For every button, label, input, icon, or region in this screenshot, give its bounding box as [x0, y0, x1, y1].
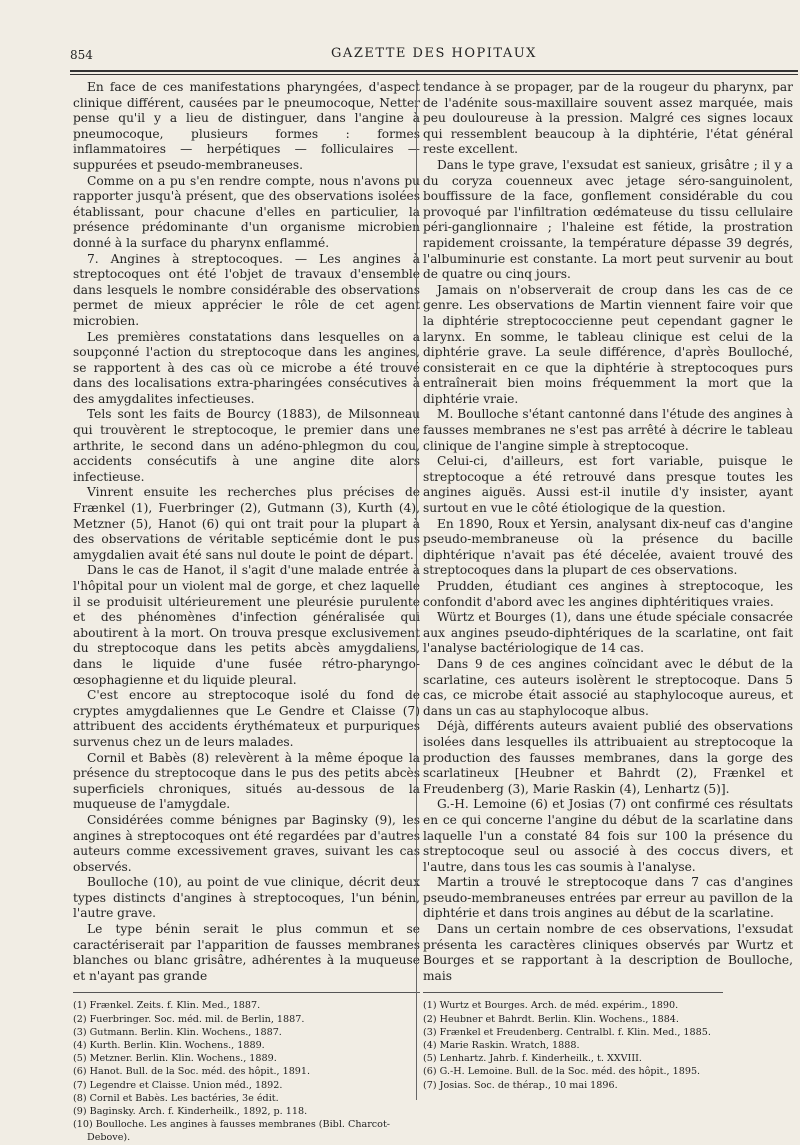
paragraph: M. Boulloche s'étant cantonné dans l'étude des angines à fausses membranes ne s'est pas arrêté à décrire le tableau clinique de l'angine simple à streptocoque.	[423, 407, 793, 453]
footnote: (7) Josias. Soc. de thérap., 10 mai 1896.	[423, 1079, 618, 1091]
paragraph: Cornil et Babès (8) relevèrent à la même époque la présence du streptocoque dans le pus des petits abcès superficiels chroniques, situés au-dessous de la muqueuse de l'amygdale.	[73, 750, 420, 812]
page-number: 854	[70, 48, 93, 62]
paragraph: Prudden, étudiant ces angines à streptocoque, les confondit d'abord avec les angines diphtéritiques vraies.	[423, 579, 793, 609]
footnote: (2) Fuerbringer. Soc. méd. mil. de Berlin, 1887.	[73, 1013, 305, 1025]
paragraph: Martin a trouvé le streptocoque dans 7 cas d'angines pseudo-membraneuses entrées par erreur au pavillon de la diphtérie et dans trois angines au début de la scarlatine.	[423, 875, 793, 921]
footnotes-rule	[73, 992, 420, 993]
paragraph: En face de ces manifestations pharyngées, d'aspect clinique différent, causées par le pneumocoque, Netter pense qu'il y a lieu de distinguer, dans l'angine à pneumocoque, plusieurs formes : formes inflammatoires — herpétiques — folliculaires — suppurées et pseudo-membraneuses.	[73, 80, 420, 172]
paragraph: tendance à se propager, par de la rougeur du pharynx, par de l'adénite sous-maxillaire souvent assez marquée, mais peu douloureuse à la pression. Malgré ces signes locaux qui ressemblent beaucoup à la diphtérie, l'état général reste excellent.	[423, 80, 793, 157]
footnote: (4) Marie Raskin. Wratch, 1888.	[423, 1040, 580, 1052]
paragraph: 7. Angines à streptocoques. — Les angines à streptocoques ont été l'objet de travaux d'ensemble dans lesquels le nombre considérable des observations permet de mieux apprécier le rôle de cet agent microbien.	[73, 251, 420, 328]
header-rule-thin	[70, 74, 798, 75]
footnote: (7) Legendre et Claisse. Union méd., 1892.	[73, 1079, 283, 1091]
paragraph: Le type bénin serait le plus commun et se caractériserait par l'apparition de fausses membranes blanches ou blanc grisâtre, adhérentes à la muqueuse et n'ayant pas grande	[73, 922, 420, 983]
paragraph: Comme on a pu s'en rendre compte, nous n'avons pu rapporter jusqu'à présent, que des observations isolées établissant, pour chacune d'elles en particulier, la présence prédominante d'un organisme microbien donné à la surface du pharynx enflammé.	[73, 173, 420, 250]
footnote: (5) Metzner. Berlin. Klin. Wochens., 1889.	[73, 1053, 277, 1065]
paragraph: Déjà, différents auteurs avaient publié des observations isolées dans lesquelles ils attribuaient au streptocoque la production des fausses membranes, dans la gorge des scarlatineux [Heubner et Bahrdt (2), Frænkel et Freudenberg (3), Marie Raskin (4), Lenhartz (5)].	[423, 719, 793, 796]
paragraph: Vinrent ensuite les recherches plus précises de Frænkel (1), Fuerbringer (2), Gutmann (3), Kurth (4), Metzner (5), Hanot (6) qui ont trait pour la plupart à des observations de véritable septicémie dont le pus amygdalien avait été sans nul doute le point de départ.	[73, 485, 420, 562]
paragraph: Dans le cas de Hanot, il s'agit d'une malade entrée à l'hôpital pour un violent mal de gorge, et chez laquelle il se produisit ultérieurement une pleurésie purulente et des phénomènes d'infection généralisée qui aboutirent à la mort. On trouva presque exclusivement du streptocoque dans les petits abcès amygdaliens, dans le liquide d'une fusée rétro-pharyngo-œsophagienne et du liquide pleural.	[73, 563, 420, 687]
left-footnotes	[73, 999, 420, 1144]
footnote: (3) Frænkel et Freudenberg. Centralbl. f. Klin. Med., 1885.	[423, 1026, 711, 1038]
footnote: (6) G.-H. Lemoine. Bull. de la Soc. méd. des hôpit., 1895.	[423, 1066, 701, 1078]
right-column	[423, 80, 793, 1092]
paragraph: Dans le type grave, l'exsudat est sanieux, grisâtre ; il y a du coryza couenneux avec jetage séro-sanguinolent, bouffissure de la face, gonflement considérable du cou provoqué par l'infiltration œdémateuse du tissu cellulaire péri-ganglionnaire ; l'haleine est fétide, la prostration rapidement croissante, la température dépasse 39 degrés, l'albuminurie est constante. La mort peut survenir au bout de quatre ou cinq jours.	[423, 157, 793, 282]
paragraph: Dans un certain nombre de ces observations, l'exsudat présenta les caractères cliniques observés par Wurtz et Bourges et se rapportant à la description de Boulloche, mais	[423, 922, 793, 983]
footnotes-rule	[423, 992, 723, 993]
left-body	[73, 80, 420, 984]
footnote: (5) Lenhartz. Jahrb. f. Kinderheilk., t. XXVIII.	[423, 1053, 642, 1065]
paragraph: Würtz et Bourges (1), dans une étude spéciale consacrée aux angines pseudo-diphtériques de la scarlatine, ont fait l'analyse bactériologique de 14 cas.	[423, 610, 793, 656]
footnote: (4) Kurth. Berlin. Klin. Wochens., 1889.	[73, 1040, 265, 1052]
footnote: (2) Heubner et Bahrdt. Berlin. Klin. Wochens., 1884.	[423, 1013, 679, 1025]
footnote: (1) Frænkel. Zeits. f. Klin. Med., 1887.	[73, 1000, 261, 1012]
header-rule-thick	[70, 70, 798, 72]
journal-title: GAZETTE DES HOPITAUX	[331, 46, 537, 61]
footnote: (10) Boulloche. Les angines à fausses membranes (Bibl. Charcot-Debove).	[73, 1119, 391, 1144]
left-column	[73, 80, 420, 1145]
column-divider	[416, 80, 417, 1100]
paragraph: Considérées comme bénignes par Baginsky (9), les angines à streptocoques ont été regardées par d'autres auteurs comme excessivement graves, suivant les cas observés.	[73, 812, 420, 874]
footnote: (6) Hanot. Bull. de la Soc. méd. des hôpit., 1891.	[73, 1066, 311, 1078]
footnote: (1) Wurtz et Bourges. Arch. de méd. expérim., 1890.	[423, 1000, 679, 1012]
paragraph: Dans 9 de ces angines coïncidant avec le début de la scarlatine, ces auteurs isolèrent le streptocoque. Dans 5 cas, ce microbe était associé au staphylocoque aureus, et dans un cas au staphylocoque albus.	[423, 656, 793, 718]
right-body	[423, 80, 793, 984]
footnote: (3) Gutmann. Berlin. Klin. Wochens., 1887.	[73, 1026, 282, 1038]
paragraph: Boulloche (10), au point de vue clinique, décrit deux types distincts d'angines à streptocoques, l'un bénin, l'autre grave.	[73, 875, 420, 921]
paragraph: Celui-ci, d'ailleurs, est fort variable, puisque le streptocoque a été retrouvé dans presque toutes les angines aiguës. Aussi est-il inutile d'y insister, ayant surtout en vue le côté étiologique de la question.	[423, 454, 793, 516]
paragraph: C'est encore au streptocoque isolé du fond de cryptes amygdaliennes que Le Gendre et Claisse (7) attribuent des accidents érythémateux et purpuriques survenus chez un de leurs malades.	[73, 688, 420, 749]
footnote: (9) Baginsky. Arch. f. Kinderheilk., 1892, p. 118.	[73, 1106, 308, 1118]
paragraph: Tels sont les faits de Bourcy (1883), de Milsonneau qui trouvèrent le streptocoque, le premier dans une arthrite, le second dans un adéno-phlegmon du cou, accidents consécutifs à une angine dite alors infectieuse.	[73, 407, 420, 484]
page-header	[70, 44, 798, 66]
paragraph: Jamais on n'observerait de croup dans les cas de ce genre. Les observations de Martin viennent faire voir que la diphtérie streptococcienne peut cependant gagner le larynx. En somme, le tableau clinique est celui de la diphtérie grave. La seule différence, d'après Boulloché, consisterait en ce que la diphtérie à streptocoques purs entraînerait bien moins fréquemment la mort que la diphtérie vraie.	[423, 282, 793, 406]
paragraph: G.-H. Lemoine (6) et Josias (7) ont confirmé ces résultats en ce qui concerne l'angine du début de la scarlatine dans laquelle l'un a constaté 84 fois sur 100 la présence du streptocoque seul ou associé à des coccus divers, et l'autre, dans tous les cas soumis à l'analyse.	[423, 797, 793, 874]
footnote: (8) Cornil et Babès. Les bactéries, 3e édit.	[73, 1092, 279, 1104]
paragraph: En 1890, Roux et Yersin, analysant dix-neuf cas d'angine pseudo-membraneuse où la présence du bacille diphtérique n'avait pas été décelée, avaient trouvé des streptocoques dans la plupart de ces observations.	[423, 516, 793, 578]
paragraph: Les premières constatations dans lesquelles on a soupçonné l'action du streptocoque dans les angines, se rapportent à des cas où ce microbe a été trouvé dans des localisations extra-pharingées consécutives à des amygdalites infectieuses.	[73, 329, 420, 406]
right-footnotes	[423, 999, 793, 1091]
